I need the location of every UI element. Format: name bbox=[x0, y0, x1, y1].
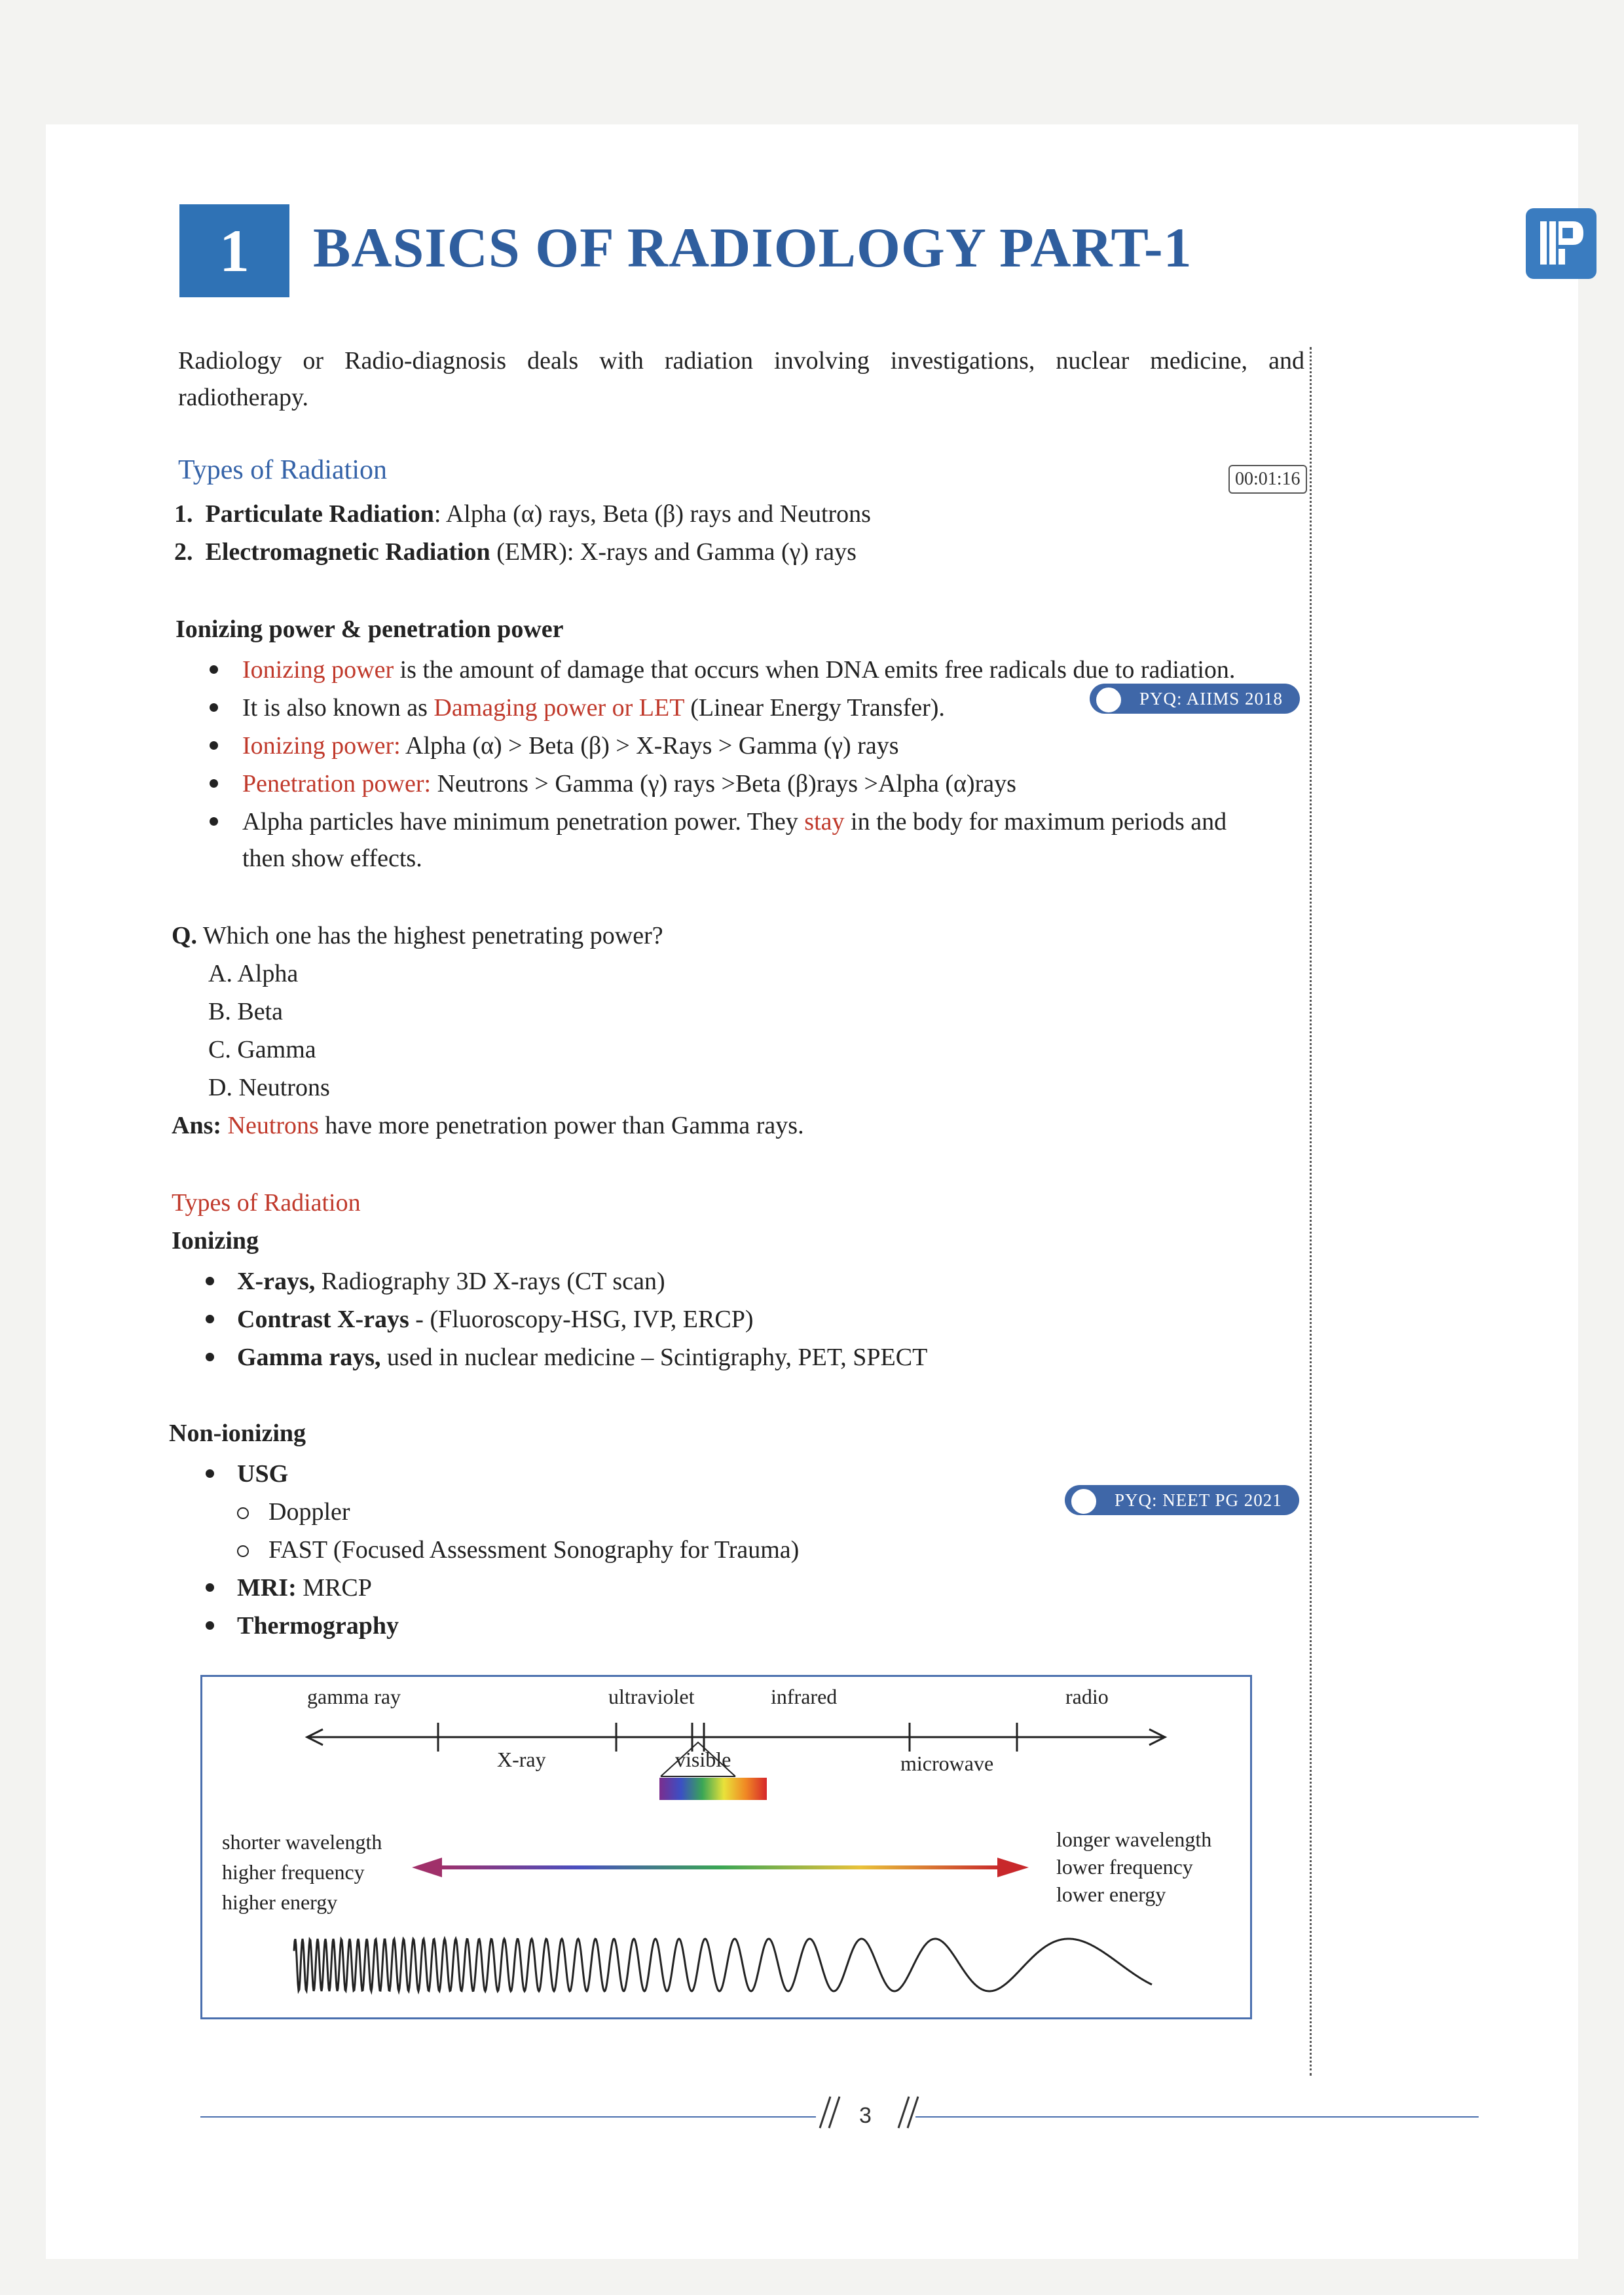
usg-item: USG bbox=[237, 1460, 289, 1488]
types-heading: Types of Radiation bbox=[178, 455, 387, 485]
ionizing-subheading: Ionizing bbox=[172, 1227, 259, 1255]
ionizing-item-3: Gamma rays, used in nuclear medicine – Scintigraphy, PET, SPECT bbox=[237, 1344, 928, 1371]
pyq-badge-neet[interactable]: PYQ: NEET PG 2021 bbox=[1065, 1485, 1299, 1515]
label-microwave: microwave bbox=[900, 1752, 994, 1775]
left-label-2: higher frequency bbox=[222, 1860, 365, 1884]
ionizing-bullet-3: Ionizing power: Alpha (α) > Beta (β) > X-Rays > Gamma (γ) rays bbox=[242, 732, 899, 760]
option-b: B. Beta bbox=[208, 998, 283, 1025]
bullet-icon bbox=[210, 703, 218, 712]
left-label-1: shorter wavelength bbox=[222, 1830, 382, 1854]
label-gamma: gamma ray bbox=[307, 1685, 401, 1708]
thermography-item: Thermography bbox=[237, 1612, 399, 1640]
intro-line-2: radiotherapy. bbox=[178, 384, 309, 411]
bullet-icon bbox=[206, 1353, 214, 1361]
nonionizing-subheading: Non-ionizing bbox=[169, 1420, 306, 1447]
ionizing-bullet-4: Penetration power: Neutrons > Gamma (γ) rays >Beta (β)rays >Alpha (α)rays bbox=[242, 770, 1016, 798]
option-c: C. Gamma bbox=[208, 1036, 316, 1063]
video-timecode[interactable]: 00:01:16 bbox=[1228, 465, 1307, 494]
label-radio: radio bbox=[1065, 1685, 1109, 1708]
ionizing-item-1: X-rays, Radiography 3D X-rays (CT scan) bbox=[237, 1268, 665, 1295]
bullet-icon bbox=[206, 1277, 214, 1285]
bullet-icon bbox=[206, 1469, 214, 1478]
types-item-2: 2. Electromagnetic Radiation (EMR): X-rays and Gamma (γ) rays bbox=[174, 538, 857, 566]
bullet-icon bbox=[206, 1315, 214, 1323]
usg-sub-doppler: Doppler bbox=[268, 1498, 350, 1526]
option-d: D. Neutrons bbox=[208, 1074, 330, 1101]
em-spectrum-diagram bbox=[200, 1675, 1252, 2019]
ionizing-bullet-5: Alpha particles have minimum penetration power. They stay in the body for maximum periods and bbox=[242, 808, 1227, 835]
bullet-icon bbox=[210, 665, 218, 674]
chapter-number: 1 bbox=[179, 204, 289, 297]
ionizing-item-2: Contrast X-rays - (Fluoroscopy-HSG, IVP, ERCP) bbox=[237, 1306, 754, 1333]
label-xray: X-ray bbox=[497, 1748, 546, 1771]
types-item-1: 1. Particulate Radiation: Alpha (α) rays, Beta (β) rays and Neutrons bbox=[174, 500, 871, 528]
clock-icon bbox=[1070, 1488, 1098, 1515]
label-ultraviolet: ultraviolet bbox=[608, 1685, 695, 1708]
bullet-icon bbox=[210, 817, 218, 826]
publisher-logo bbox=[1526, 208, 1596, 279]
usg-sub-fast: FAST (Focused Assessment Sonography for Trauma) bbox=[268, 1536, 800, 1564]
logo-icon bbox=[1526, 208, 1596, 279]
ionizing-bullet-5-cont: then show effects. bbox=[242, 845, 422, 872]
ionizing-bullet-2: It is also known as Damaging power or LET (Linear Energy Transfer). bbox=[242, 694, 945, 722]
question-text: Q. Which one has the highest penetrating power? bbox=[172, 922, 663, 949]
types2-heading: Types of Radiation bbox=[172, 1189, 361, 1217]
label-visible: visible bbox=[675, 1748, 731, 1771]
footer-slash-right-icon bbox=[892, 2093, 925, 2132]
right-label-2: lower frequency bbox=[1056, 1855, 1193, 1879]
margin-dotted-line bbox=[1310, 347, 1312, 2076]
circle-bullet-icon bbox=[237, 1545, 249, 1557]
chapter-title: BASICS OF RADIOLOGY PART-1 bbox=[313, 216, 1192, 279]
ionizing-heading: Ionizing power & penetration power bbox=[175, 615, 564, 643]
footer-rule-right bbox=[915, 2116, 1479, 2118]
answer-text: Ans: Neutrons have more penetration power than Gamma rays. bbox=[172, 1112, 804, 1139]
right-label-1: longer wavelength bbox=[1056, 1827, 1212, 1851]
footer-slash-left-icon bbox=[813, 2093, 846, 2132]
bullet-icon bbox=[210, 741, 218, 750]
page-number: 3 bbox=[859, 2103, 872, 2128]
circle-bullet-icon bbox=[237, 1507, 249, 1519]
bullet-icon bbox=[206, 1583, 214, 1592]
bullet-icon bbox=[210, 779, 218, 788]
ionizing-bullet-1: Ionizing power is the amount of damage that occurs when DNA emits free radicals due to radiation. bbox=[242, 656, 1236, 684]
option-a: A. Alpha bbox=[208, 960, 299, 987]
right-label-3: lower energy bbox=[1056, 1882, 1166, 1906]
clock-icon bbox=[1095, 686, 1122, 714]
pyq-badge-aiims[interactable]: PYQ: AIIMS 2018 bbox=[1090, 684, 1300, 714]
mri-item: MRI: MRCP bbox=[237, 1574, 372, 1602]
intro-line-1: Radiology or Radio-diagnosis deals with radiation involving investigations, nuclear medicine, and bbox=[178, 347, 1304, 375]
left-label-3: higher energy bbox=[222, 1890, 338, 1914]
label-infrared: infrared bbox=[771, 1685, 838, 1708]
footer-rule-left bbox=[200, 2116, 816, 2118]
bullet-icon bbox=[206, 1621, 214, 1630]
